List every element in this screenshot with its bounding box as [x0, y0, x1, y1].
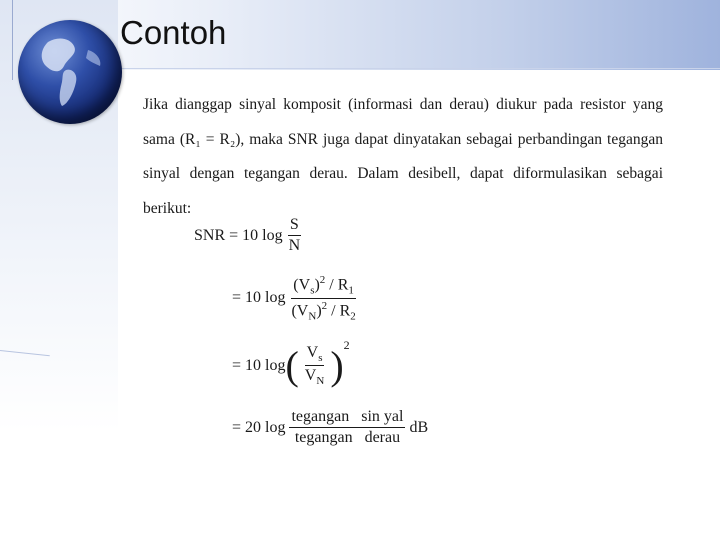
fraction-numerator: $V_s$: [306, 344, 323, 365]
decorative-vertical-line: [12, 0, 13, 80]
globe-continents: [18, 20, 122, 124]
equation-voltage-ratio: [232, 338, 350, 388]
fraction-numerator: $(V_s)^2 / R_1$: [293, 274, 354, 297]
equation-db: [232, 408, 428, 447]
fraction-denominator: $(V_N)^2 / R_2$: [291, 299, 356, 323]
fraction-numerator: tegangan sin yal: [289, 408, 405, 428]
fraction: [303, 344, 327, 387]
exponent: 2: [343, 338, 350, 352]
equation-voltage-power: [232, 274, 362, 322]
right-paren: ): [330, 342, 344, 388]
fraction-numerator: S: [288, 216, 301, 236]
fraction: [289, 408, 405, 447]
equation-lhs: = 20 log: [232, 418, 286, 436]
globe-icon: [18, 20, 122, 124]
equation-lhs: = 10 log: [232, 289, 286, 307]
unit-label: dB: [409, 418, 429, 436]
title-underline: [118, 68, 720, 69]
left-paren: (: [285, 342, 299, 388]
body-paragraph: Jika dianggap sinyal komposit (informasi dan derau) diukur pada resistor yang sama (R₁ = R₂), maka SNR juga dapat dinyatakan sebagai perbandingan tegangan sinyal dengan tegangan derau. Dalam desibell, dapat diformulasikan sebagai berikut:: [143, 96, 663, 217]
fraction-denominator: tegangan derau: [294, 429, 401, 446]
equation-lhs: = 10 log: [232, 356, 286, 374]
fraction-denominator: $V_N$: [304, 367, 325, 388]
fraction: [289, 274, 357, 322]
slide-title: Contoh: [120, 14, 227, 51]
fraction: [287, 216, 303, 255]
equation-snr: [194, 216, 306, 255]
fraction-denominator: N: [288, 237, 301, 254]
equation-lhs: SNR = 10 log: [194, 226, 283, 244]
